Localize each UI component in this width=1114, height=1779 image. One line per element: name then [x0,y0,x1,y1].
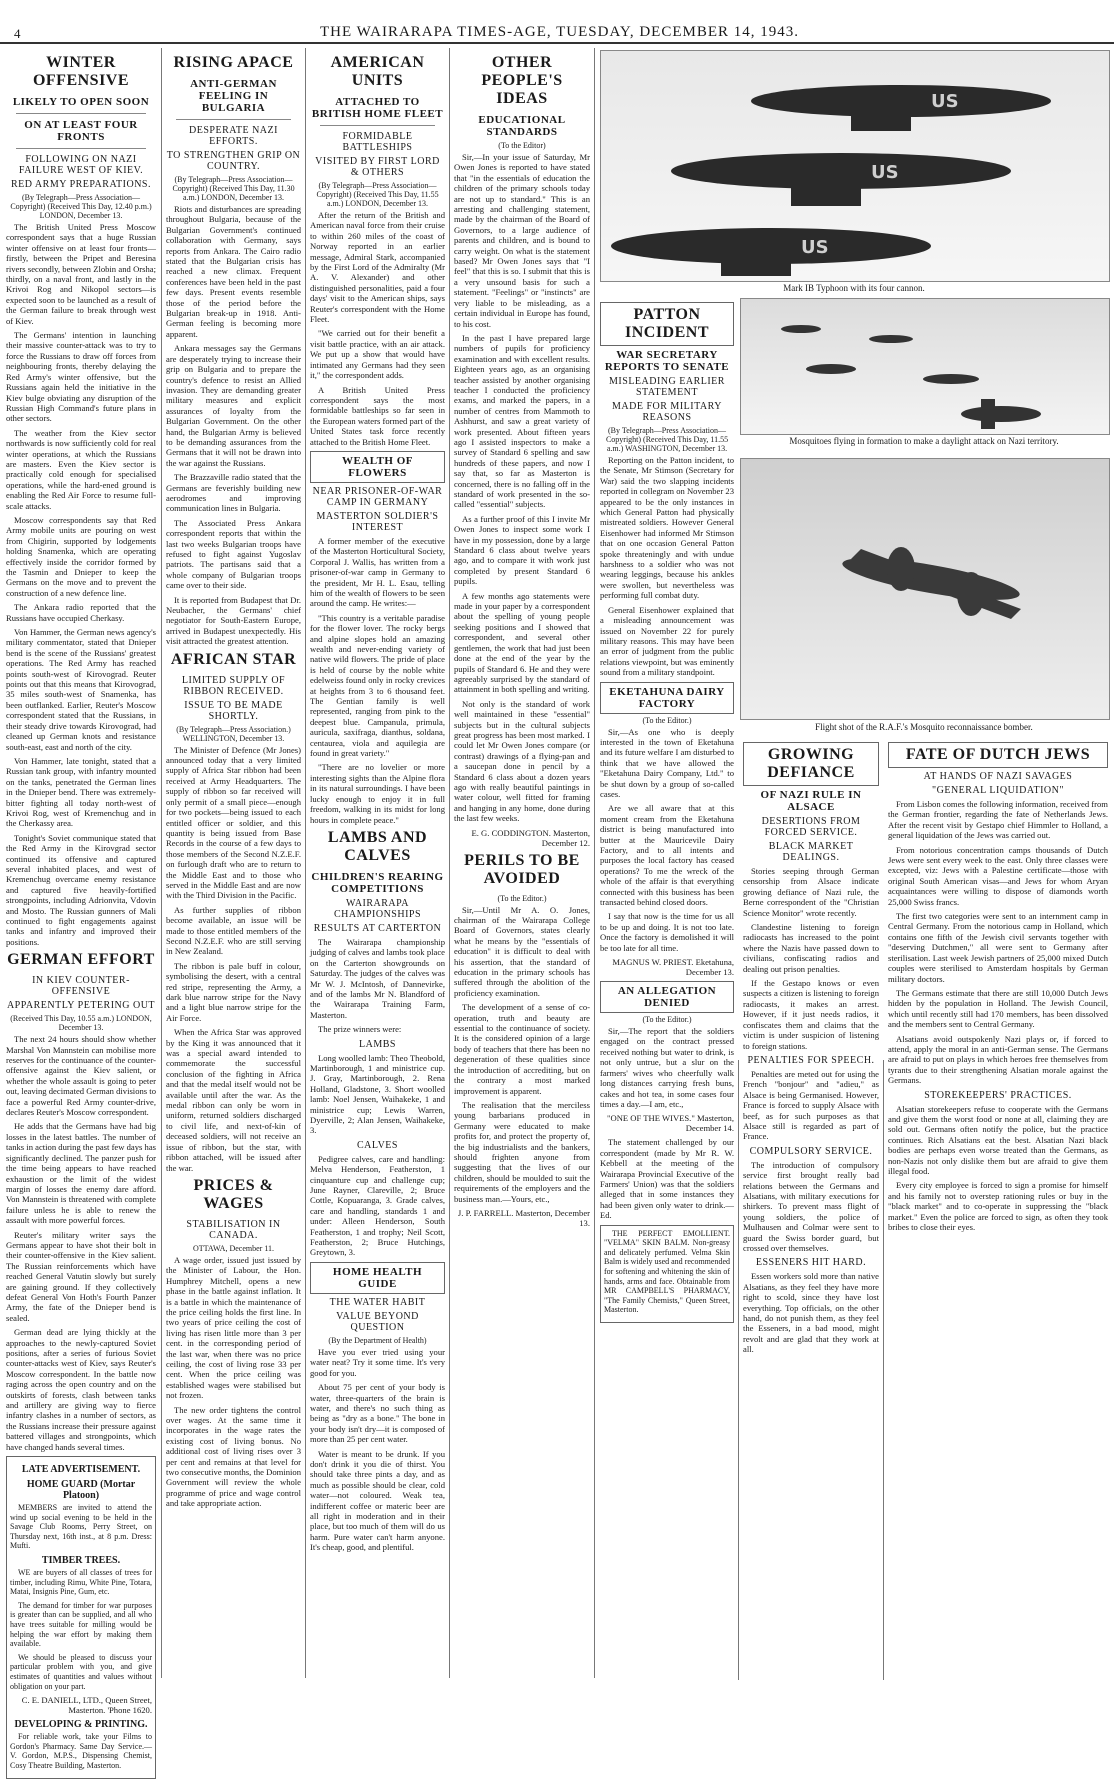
letter-paragraph: Sir,—Until Mr A. O. Jones, chairman of the Wairarapa College Board of Governors, states clearly what he means by the "essentials of education" it is difficult to deal with his assertion, that the standard of education in the primary schools has suffered through the abolition of the proficiency examination. [454,904,590,998]
section-subhead: ESSENERS HIT HARD. [755,1257,867,1269]
ad-title: DEVELOPING & PRINTING. [14,1719,148,1731]
page-number: 4 [14,26,21,41]
letter-paragraph: Are we all aware that at this moment cream from the Eketahuna district is being manufactured into butter at the Mauricevile Dairy Factory, and to all intents and purposes the local factory has ceased operations? To me the wreck of the whole of the affair is that everything connected with this business has been transacted behind closed doors. [600,803,734,908]
subheadline: CHILDREN'S REARING COMPETITIONS [311,870,444,895]
letter-paragraph: The realisation that the merciless young barbarians produced in Germany were educated to make profits for, and protect the property of, the big industrialists and the bankers, should frighten anyone from suggesting that the lives of our children, should be moulded to suit the requirements of the employers and the business man.—Yours, etc., [454,1099,590,1204]
subheadline: MASTERTON SOLDIER'S INTEREST [316,510,439,533]
letter-paragraph: In the past I have prepared large numbers of pupils for proficiency examination and with excellent results. Eighteen years ago, as an organising teacher assisted by another organising teacher I conducted the proficiency exams, and marked the papers, in a number of centres from Mammoth to Ashhurst, and saw a great variety of work presented. About fifteen years ago I assisted inspectors to make a survey of Standard 6 spelling and saw hundreds of these papers, and now I say that, so far as Masterton is concerned, there is no falling off in the standard of work presented in the so-called "essential" subjects. [454,332,590,510]
ad-text: MEMBERS are invited to attend the wind up social evening to be held in the Savage Club Rooms, Perry Street, on Thursday next, 16th inst., at 8 p.m. Dress: Mufti. [10,1503,152,1551]
article-paragraph: The Germans estimate that there are still 10,000 Dutch Jews hidden by the population in Holland. The Jewish Council, which until recently still had 170 members, has been dissolved and the members sent to Central Germany. [888,987,1108,1030]
aircraft-image [741,299,1109,434]
column-rule [883,1060,884,1680]
photo-caption: Mark IB Typhoon with its four cannon. [783,283,925,293]
ad-title: HOME GUARD (Mortar Platoon) [26,1479,136,1502]
dateline: (By Telegraph—Press Association.) WELLINGTON, December 13. [176,724,291,743]
article-paragraph: "We carried out for their benefit a visit battle practice, with an air attack. We put up a show that would have intimated any Germans had they seen it," the correspondent adds. [310,328,445,381]
article-paragraph: The next 24 hours should show whether Marshal Von Mannstein can mobilise more reserves for the continuance of the counter-offensive against the Kiev salient, or whether the whole assault is going to peter out, leaving decimated German divisions to face a powerful Red Army counter-drive, declares Reuter's Moscow correspondent. [6,1034,156,1118]
column-rule [738,1060,739,1680]
article-paragraph: Penalties are meted out for using the French "bonjour" and "adieu," as Alsace is being Germanised. However, France is forced to supply Alsace with beef, as for such purposes as that Alsace still is regarded as part of France. [743,1068,879,1142]
ad-text: WE are buyers of all classes of trees for timber, including Rimu, White Pine, Totara, Matai, Insignis Pine, Gum, etc. [10,1568,152,1597]
article-paragraph: From Lisbon comes the following information, received from the German frontier, regarding the fate of Netherlands Jews. After the recent visit by Gestapo chief Himmler to Holland, a general liquidation of the Jews was carried out. [888,799,1108,841]
subheadline: LIMITED SUPPLY OF RIBBON RECEIVED. [181,674,286,697]
article-paragraph: When the Africa Star was approved by the King it was announced that it was a special award intended to commemorate the successful conclusion of the fighting in Africa and that the medal itself would not be available until after the war. As the medal ribbon can only be worn in uniform, returned soldiers discharged to civil life, and next-of-kin of deceased soldiers, will not receive an issue of ribbon, but the star, with ribbon attached, will be issued after the war. [166,1027,301,1173]
subheadline: MISLEADING EARLIER STATEMENT [609,376,725,398]
headline: EKETAHUNA DAIRY FACTORY [600,682,734,714]
photo-caption: Mosquitoes flying in formation to make a daylight attack on Nazi territory. [789,436,1059,446]
article-paragraph: Clandestine listening to foreign radiocasts has increased to the point where the Nazis have passed down to civilians, confiscating radios and dealing out prison penalties. [743,922,879,974]
subheadline: EDUCATIONAL STANDARDS [478,114,566,138]
headline: AN ALLEGATION DENIED [600,981,734,1013]
article-paragraph: The Germans' intention in launching their massive counter-attack was to try to force the Russians to draw off forces from neighbouring fronts, thereby delaying the Red Army's winter offensive, but the Russians again held the initiative in the Kiev bulge obviating any disruption of the Russian High Command's future plans in other sectors. [6,330,156,424]
ad-signature: C. E. DANIELL, LTD., Queen Street, Masterton. 'Phone 1620. [21,1695,152,1716]
photo-mosquitoes-formation [740,298,1110,435]
headline: AMERICAN UNITS [330,54,425,89]
letter-signature: E. G. CODDINGTON. Masterton, December 12. [471,827,590,848]
dateline: (By Telegraph—Press Association—Copyright) (Received This Day, 11.55 a.m.) WASHINGTON, December 13. [605,426,729,453]
letter-signature: MAGNUS W. PRIEST. Eketahuna, December 13. [612,957,734,978]
subheadline: RED ARMY PREPARATIONS. [10,179,151,190]
letter-paragraph: The statement challenged by our correspondent (made by Mr R. W. Kebbell at the meeting of the Wairarapa Provincial Executive of the Farmers' Union) was that the soldiers alleged that in some instances they had been given only water to drink.—Ed. [600,1137,734,1221]
article-paragraph: Reuter's military writer says the Germans appear to have shot their bolt in their counter-offensive in the Kiev salient. The Russian reinforcements which have reached General Vatutin slowly but surely are gaining ground. If they collectively defeat General Von Hoth's Fourth Panzer Army, the fate of the Dnieper bend is sealed. [6,1229,156,1323]
headline: WINTER OFFENSIVE [32,54,130,89]
article-paragraph: Von Hammer, late tonight, stated that a Russian tank group, with infantry mounted on the tanks, penetrated the German lines in the Dnieper bend. There was extremely-bitter fighting all today north-west of Krivoi Rog, west of Kremenchug and in the Cherkassy area. [6,755,156,829]
subheadline: AT HANDS OF NAZI SAVAGES [923,771,1073,782]
article-paragraph: The weather from the Kiev sector northwards is now sufficiently cold for real winter operations, at which the Russians are masters. Even the Kiev sector is practically cold enough for specialised operations, while the hard-ened ground is enabling the Red Air Force to resume full-scale attacks. [6,427,156,511]
dateline: (To the Editor.) [642,715,692,725]
article-paragraph: "This country is a veritable paradise for the flower lover. The rocky bergs and alpine slopes hold an amazing wealth and never-ending variety of native wild flowers. The pride of place is held of course by the noble white edelweiss found only in rocky crevices at heights from 3 to 6 thousand feet. The Gentian family is well represented, ranging from pink to the deepest blue. Campanula, primula, auricula, saxifraga, dianthus, soldana, centaurea, viola and aquilegia are found in great variety." [310,612,445,759]
article-paragraph: He adds that the Germans have had big losses in the latest battles. The number of tanks in action during the past few days has significantly declined. The panzer push for the time being appears to have reached exhaustion or the limit of the widest margin of losses the enemy dare afford. Von Mannstein is threatened with complete failure unless he is able to renew the assault with more powerful forces. [6,1121,156,1226]
subheadline: VALUE BEYOND QUESTION [336,1310,419,1333]
subheadline: ON AT LEAST FOUR FRONTS [24,119,138,143]
subheadline: NEAR PRISONER-OF-WAR CAMP IN GERMANY [312,485,443,508]
dateline: OTTAWA, December 11. [192,1243,275,1253]
letter-signature: J. P. FARRELL. Masterton, December 13. [457,1207,590,1228]
subheadline: DESPERATE NAZI EFFORTS. [189,125,278,147]
article-paragraph: Stories seeping through German censorship from Alsace indicate growing defiance of Nazi rule, the Berne correspondent of the "Christian Science Monitor" wrote recently. [743,866,879,918]
headline: GERMAN EFFORT [7,951,155,969]
article-paragraph: Reporting on the Patton incident, to the Senate, Mr Stimson (Secretary for War) said the two slapping incidents reported in collegram on November 23 appeared to be the only instances in which General Patton had physically mistreated soldiers. However General Eisenhower had informed Mr Stimson that on one occasion General Patton spoke threateningly and with undue harshness to a soldier who was not wearing leggings, because his ankles were swollen, but nevertheless was performing full combat duty. [600,455,734,601]
article-paragraph: Alsatians avoid outspokenly Nazi plays or, if forced to attend, apply the moral in an anti-German sense. The Germans are afraid to put on plays in which heroes free themselves from tyrants due to their strengthening Alsatian morale against the Germans. [888,1033,1108,1086]
advertisement [600,1225,734,1323]
article-paragraph: Alsatian storekeepers refuse to cooperate with the Germans and give them the worst food or none at all, claiming they are sold out. Germans often notify the police, but the practice continues. Rich Alsatians eat the best. Alsatian Nazi black bodies are perhaps even worse treated than the Germans, as non-Nazis not only dislike them but are afraid to give them illegal food. [888,1103,1108,1176]
newspaper-title: THE WAIRARAPA TIMES-AGE, TUESDAY, DECEMBER 14, 1943. [320,24,799,40]
headline: WEALTH OF FLOWERS [310,451,445,483]
subheadline: APPARENTLY PETERING OUT [6,1000,156,1012]
column-rule [449,48,450,1678]
article-paragraph: A former member of the executive of the Masterton Horticultural Society, Corporal J. Wallis, has written from a prisoner-of-war camp in Germany to the president, Mr H. L. Esau, telling him of the wealth of flowers to be seen around the camp. He writes:— [310,535,445,609]
subheadline: BLACK MARKET DEALINGS. [768,841,854,863]
dateline: (To the Editor.) [642,1015,692,1025]
subheadline: IN KIEV COUNTER-OFFENSIVE [32,975,130,998]
dateline: (By Telegraph—Press Association—Copyright) (Received This Day, 12.40 p.m.) LONDON, December 13. [10,193,152,220]
photo-caption: Flight shot of the R.A.F.'s Mosquito reconnaissance bomber. [815,722,1033,732]
subheadline: FORMIDABLE BATTLESHIPS [342,131,413,153]
subheadline: RESULTS AT CARTERTON [313,922,442,934]
letter-paragraph: Not only is the standard of work well maintained in these "essential" subjects but in the cultural subjects great progress has been most marked. I could let Mr Owen Jones compare (or contrast) drawings of a flying-pan and a saucepan done in pencil by a Standard 6 class about a dozen years ago with really beautiful paintings in water colour, well fitted for framing and hanging in any home, done during the last few weeks. [454,698,590,824]
subheadline: OF NAZI RULE IN ALSACE [760,789,862,813]
article-paragraph: A British United Press correspondent says the most formidable battleships so far seen in the European waters formed part of the United States task force recently attached to the British Home Fleet. [310,384,445,447]
ad-text: We should be pleased to discuss your particular problem with you, and give estimates of quantities and values without obligation on your part. [10,1652,152,1691]
headline: PATTON INCIDENT [600,302,734,346]
article-paragraph: General Eisenhower explained that a misleading announcement was issued on November 22 for purely military reasons. This may have been an error of judgment from the public relations viewpoint, but was eminently sound from a military standpoint. [600,604,734,678]
ad-title: TIMBER TREES. [41,1555,121,1567]
article-paragraph: The Ankara radio reported that the Russians have occupied Cherkasy. [6,602,156,623]
section-subhead: COMPULSORY SERVICE. [749,1145,873,1157]
svg-text:US: US [871,162,899,183]
article-paragraph: Long woolled lamb: Theo Theobold, Martinborough, 1 and ministrice cup. J. Gray, Martinborough, 2. Rena Holland, Gladstone, 3. Short woolled lamb: Noel Jensen, Waihakeke, 1 and ministrice cup; Lewis Warren, Dyerville, 2; Alan Jensen, Waihakeke, 3. [310,1052,445,1136]
article-paragraph: If the Gestapo knows or even suspects a citizen is listening to foreign radiocasts, it makes an arrest. However, if it just needs radios, it confiscates them and claims that the victim is under suspicion of listening to foreign stations. [743,978,879,1051]
article-paragraph: The Wairarapa championship judging of calves and lambs took place on the Carterton showgrounds on Saturday. The judges of the calves was Mr W. J. McIntosh, of Dannevirke, and of the lambs Mr N. Blandford of the Wairarapa Training Farm, Masterton. [310,936,445,1020]
column-7 [888,740,1108,1680]
subheadline: DESERTIONS FROM FORCED SERVICE. [761,816,861,838]
aircraft-image [601,51,1109,281]
headline: HOME HEALTH GUIDE [310,1262,445,1294]
photo-mosquito-bomber [740,458,1110,720]
subheadline: STABILISATION IN CANADA. [186,1218,281,1241]
article-paragraph: Pedigree calves, care and handling: Melva Henderson, Featherston, 1 cinquanture cup and challenge cup; June Rayner, Clareville, 2; Bruce Cottle, Kopuaranga, 3. Grade calves, care and handling, standards 1 and under: Alleen Henderson, South Featherston, 1 and trophy; Neil Scott, Featherston, 2; Bruce Hutchings, Greytown, 3. [310,1153,445,1258]
letter-paragraph: The development of a sense of co-operation, truth and beauty are essential to the continuance of society. It is the considered opinion of a large body of teachers that there has been no degeneration of these qualities since the introduction of accrediting, but on the contrary a most marked improvement is apparent. [454,1002,590,1096]
column-4 [454,50,590,1680]
article-paragraph: The first two categories were sent to an internment camp in Central Germany. From the notorious camp in Holland, which contains one fifth of the Jewish civil servants together with "deserving Dutchmen," all were sent to Germany after sterilisation. Last week Jewish partners of 25,000 mixed Dutch couples were sterilised to Amsterdam hospitals by German military doctors. [888,911,1108,984]
photo-typhoon [600,50,1110,282]
subheadline: WAR SECRETARY REPORTS TO SENATE [604,349,730,373]
headline: LAMBS AND CALVES [327,828,428,864]
dateline: (By Telegraph—Press Association—Copyright) (Received This Day, 11.30 a.m.) LONDON, December 13. [172,175,295,202]
article-paragraph: The introduction of compulsory service first brought really bad relations between the Germans and Alsatians, with military executions for shirkers. To prevent mass flight of young soldiers, the police of Mulhausen and Colmar were sent to guard the Swiss border guard, but crossed over themselves. [743,1159,879,1253]
article-paragraph: Tonight's Soviet communique stated that the Red Army in the Kirovgrad sector continued its offensive and captured several inhabited places, and west of Kremenchug overcame enemy resistance and captured five heavily-fortified strongpoints, including Adrionvita, Vdovin and Mosto. The Russian gunners of Mali continued to fight engagements against tanks and infantry and improved their positions. [6,832,156,947]
article-paragraph: It is reported from Budapest that Dr. Neubacher, the Germans' chief negotiator for South-Eastern Europe, arrived in Budapest unexpectedly. His visit attracted the greatest attention. [166,594,301,647]
article-paragraph: The Brazzaville radio stated that the Germans are feverishly building new aerodromes and improving communication lines in Bulgaria. [166,472,301,514]
article-paragraph: The British United Press Moscow correspondent says that a huge Russian winter offensive on at least four fronts—firstly, between the Pripet and Beresina rivers secondly, between Zlobin and Orsha; thirdly, on a naval front, and lastly in the Krivoi Rog and Nikopol sectors—is expected soon to be launched as a result of the German failure to break through west of Kiev. [6,222,156,326]
column-rule [594,48,595,1678]
column-1 [6,50,156,1770]
headline: GROWING DEFIANCE [743,742,879,786]
column-5 [600,300,734,1680]
letter-signature: "ONE OF THE WIVES." Masterton, December 14. [606,1113,734,1134]
advertisement [6,1456,156,1778]
subheadline: "GENERAL LIQUIDATION" [932,785,1064,796]
article-paragraph: Moscow correspondents say that Red Army mobile units are pouring on west from Chigirin, supported by lodgements holding Snamenka, which are operating effectively inside the corridor formed by the Tasmin and Dnieper to keep the Germans on the move and to prevent the construction of a new defence line. [6,514,156,598]
subheadline: FOLLOWING ON NAZI FAILURE WEST OF KIEV. [18,154,144,176]
headline: OTHER PEOPLE'S IDEAS [481,54,563,107]
ad-text: The demand for timber for war purposes is greater than can be supplied, and all who have trees suitable for milling would be helping the war effort by making them available. [10,1600,152,1649]
subheadline: TO STRENGTHEN GRIP ON COUNTRY. [166,150,301,172]
subheadline: ISSUE TO BE MADE SHORTLY. [184,699,283,722]
section-subhead: PENALTIES FOR SPEECH. [747,1054,875,1066]
headline: PERILS TO BE AVOIDED [464,851,580,887]
article-paragraph: Riots and disturbances are spreading throughout Bulgaria, because of the Bulgarian Government's continued collaboration with Germany, says reports from Ankara. The Cairo radio stated that the Bulgarian crisis has reached a new climax. Frequent conferences have been held in the past few days. Present events resemble those of the period before the Bulgarian break-up in 1918. Anti-German feeling is becoming more apparent. [166,204,301,339]
subheadline: ATTACHED TO BRITISH HOME FLEET [311,96,444,120]
dateline: (By Telegraph—Press Association—Copyright) (Received This Day, 11.55 a.m.) LONDON, December 13. [316,181,439,208]
article-paragraph: Ankara messages say the Germans are desperately trying to increase their grip on Bulgaria and to prepare the country's defence to resist an Allied invasion. They are demanding greater military measures and explicit assurances of loyalty from the Bulgarian Government. On the other hand, the Bulgarian Army is believed to be demanding assurances from the Germans that it will not be drawn into the war against the Russians. [166,343,301,468]
dateline: (By the Department of Health) [328,1335,427,1345]
column-2 [166,50,301,1680]
article-paragraph: About 75 per cent of your body is water, three-quarters of the brain is water, and there's no such thing as being as "dry as a bone." The bone in your body isn't dry—it is composed of more than 25 per cent water. [310,1382,445,1445]
article-paragraph: "There are no lovelier or more interesting sights than the Alpine flora in its natural surroundings. I have been lucky enough to enjoy it in full freedom, walking in its midst for long hours in complete peace." [310,762,445,825]
headline: RISING APACE [173,54,294,71]
column-rule [305,48,306,1678]
ad-title: LATE ADVERTISEMENT. [21,1464,141,1476]
subheadline: ANTI-GERMAN FEELING IN BULGARIA [190,78,277,114]
column-6 [743,740,879,1680]
article-paragraph: Have you ever tried using your water neat? Try it some time. It's very good for you. [310,1346,445,1378]
column-rule [161,48,162,1678]
letter-paragraph: I say that now is the time for us all to be up and doing. It is not too late. Once the factory is demolished it will be too late for all time. [600,911,734,953]
article-paragraph: The ribbon is pale buff in colour, symbolising the desert, with a central red stripe, representing the Army, a dark blue narrow stripe for the Navy and a light blue narrow stripe for the Air Force. [166,960,301,1023]
subheadline: LIKELY TO OPEN SOON [12,96,150,108]
letter-paragraph: Sir,—In your issue of Saturday, Mr Owen Jones is reported to have stated that "in the essentials of education the children of the primary schools today are not up to standard." This is an arresting and challenging statement, made by the chairman of the Board of Governors, to a large audience of parents and children, and is bound to carry weight. On what is the statement based? Mr Owen Jones says that "I feel" that this is so. I submit that this is a very unsound basis for such a statement. "Feelings" or "instincts" are very liable to be misleading, as a certain individual in Europe has found, to his cost. [454,152,590,329]
subheadline: THE WATER HABIT [329,1296,426,1308]
article-paragraph: Essen workers sold more than native Alsatians, as they feel they have more right to scold, since they have lost everything. Top officials, on the other hand, do not punish them, as they feel the Esseners, in a bad mood, might revolt and are glad that they work at all. [743,1271,879,1355]
dateline: (To the Editor.) [497,893,547,903]
masthead [0,0,1114,44]
article-paragraph: The new order tightens the control over wages. At the same time it incorporates in the wage rates the existing cost of living bonus. No additional cost of living rises over 3 per cent and remains at that level for two consecutive months, the Dominion Government will review the whole programme of price and wage control and take appropriate action. [166,1404,301,1509]
article-paragraph: The prize winners were: [318,1024,402,1035]
article-paragraph: Water is meant to be drunk. If you don't drink it you die of thirst. You should take three pints a day, and as much as possible should be clear, cold water—not coloured. Weak tea, indifferent coffee or materic beer are all right in moderation and in their place, but too much of them will do us harm. Pure water can't harm anyone. It's cheap, good, and plentiful. [310,1448,445,1553]
article-paragraph: A wage order, issued just issued by the Minister of Labour, the Hon. Humphrey Mitchell, opens a new phase in the battle against inflation. It is a battle in which the maintenance of the price ceiling holds the first line. In two years of price ceiling the cost of living has risen little more than 3 per cent. in the corresponding period of the last war, when there was no price ceiling, the cost of living rose 33 per cent. When the price ceiling was established wages were stabilised but not frozen. [166,1254,301,1401]
headline: PRICES & WAGES [193,1176,274,1212]
column-3 [310,50,445,1680]
headline: FATE OF DUTCH JEWS [888,742,1108,768]
headline: AFRICAN STAR [170,650,297,668]
letter-paragraph: A few months ago statements were made in your paper by a correspondent about the spelling of young people seeking positions and I showed that correspondent, and several other gentlemen, the work that had just been done at the end of the year by the pupils of Standard 6. He and they were agreeably surprised by the standard of attainment in both spelling and writing. [454,590,590,695]
letter-paragraph: Sir,—As one who is deeply interested in the town of Eketahuna and its future welfare I am disturbed to think that we have allowed the "Eketahuna Dairy Company, Ltd." to be shut down by a group of so-called cases. [600,726,734,799]
letter-paragraph: As a further proof of this I invite Mr Owen Jones to inspect some work I have in my possession, done by a large Standard 6 class about twelve years ago, and to compare it with work just completed by present Standard 6 pupils. [454,513,590,587]
article-paragraph: As further supplies of ribbon become available, an issue will be made to those entitled members of the Second N.Z.E.F. who are still serving in New Zealand. [166,904,301,957]
article-paragraph: Every city employee is forced to sign a promise for himself and his family not to overstep rationing rules or buy in the "black market" and to co-operate in suppressing the "black market." Even the police are forced to sign, as often they took bribes to close their eyes. [888,1180,1108,1233]
section-label: CALVES [357,1139,398,1151]
section-label: LAMBS [359,1038,396,1050]
ad-text: THE PERFECT EMOLLIENT. "VELMA" SKIN BALM. Non-greasy and delicately perfumed. Velma Skin Balm is widely used and recommended for softening and whitening the skin of hands, arms and face. Obtainable from MR CAMPBELL'S PHARMACY, "The Family Chemists," Queen Street, Masterton. [604,1228,730,1315]
svg-text:US: US [931,91,959,112]
dateline: (To the Editor) [498,141,546,150]
subheadline: MADE FOR MILITARY REASONS [612,401,722,423]
ad-text: For reliable work, take your Films to Gordon's Pharmacy. Same Day Service.—V. Gordon, M.P.S., Dispensing Chemist, Cosy Theatre Building, Masterton. [10,1732,152,1770]
article-paragraph: After the return of the British and American naval force from their cruise to within 260 miles of the coast of Norway reported in an earlier message, Admiral Stark, accompanied by the First Lord of the Admiralty (Mr A. V. Alexander) and other distinguished personalities, paid a four days' visit to the American ships, says Reuter's correspondent with the Home Fleet. [310,210,445,325]
article-paragraph: From notorious concentration camps thousands of Dutch Jews were sent every week to the east. Only three classes were excepted, viz: Jews with a Palestine certificate—those with original South American visas—and Jews for whom Aryan acquaintances were willing to dispose of diamonds worth 25,000 Swiss francs. [888,844,1108,907]
subheadline: VISITED BY FIRST LORD & OTHERS [315,156,440,178]
subheadline: WAIRARAPA CHAMPIONSHIPS [333,897,422,920]
section-subhead: STOREKEEPERS' PRACTICES. [924,1089,1072,1101]
svg-text:US: US [801,237,829,258]
article-paragraph: German dead are lying thickly at the approaches to the newly-captured Soviet positions, after a series of furious Soviet counter-attacks west of Kiev, says Reuter's Moscow correspondent. In the battle now raging across the open country and on the outskirts of forests, clash between tanks and artillery are giving way to fierce infantry clashes in a number of sectors, as the Russians increase their pressure against battered villages and strongpoints, which have changed hands several times. [6,1327,156,1452]
dateline: (Received This Day, 10.55 a.m.) LONDON, December 13. [10,1014,152,1033]
article-paragraph: The Minister of Defence (Mr Jones) announced today that a very limited supply of Africa Star ribbon had been received at Army Headquarters. The supply of ribbon so far received will only permit of a small piece—enough for two pockets—being issued to each entitled officer or soldier, and this quantity is being issued from Base Records in the course of a few days to those members of the Second N.Z.E.F. on furlough draft who are to return to the Middle East and to those who served in the Middle East and are now with the Third Division in the Pacific. [166,744,301,901]
article-paragraph: Von Hammer, the German news agency's military commentator, stated that Dnieper bend is the scene of the Russians' greatest operations. The Red Army has reached points south-west of Kirovograd. Reuter points out that this means that Kirovograd, 35 miles south-west of Snamenka, has been outflanked. Earlier, Reuter's Moscow correspondent stated that the Russians, in their steady drive towards Kirovograd, had cleaned up German knots and resistance south-east, east and north of the city. [6,627,156,752]
letter-paragraph: Sir,—The report that the soldiers engaged on the contract pressed received nothing but water to drink, is not only untrue, but a slur on the farmers' wives who cheerfully walk long distances carrying fresh buns, cakes and hot tea, in some cases four times a day.—I am, etc., [600,1026,734,1109]
article-paragraph: The Associated Press Ankara correspondent reports that within the last two weeks Bulgarian troops have refused to fight against Yugoslav patriots. The partisans said that a whole company of Bulgarian troops came over to their side. [166,517,301,591]
aircraft-image [741,459,1109,719]
